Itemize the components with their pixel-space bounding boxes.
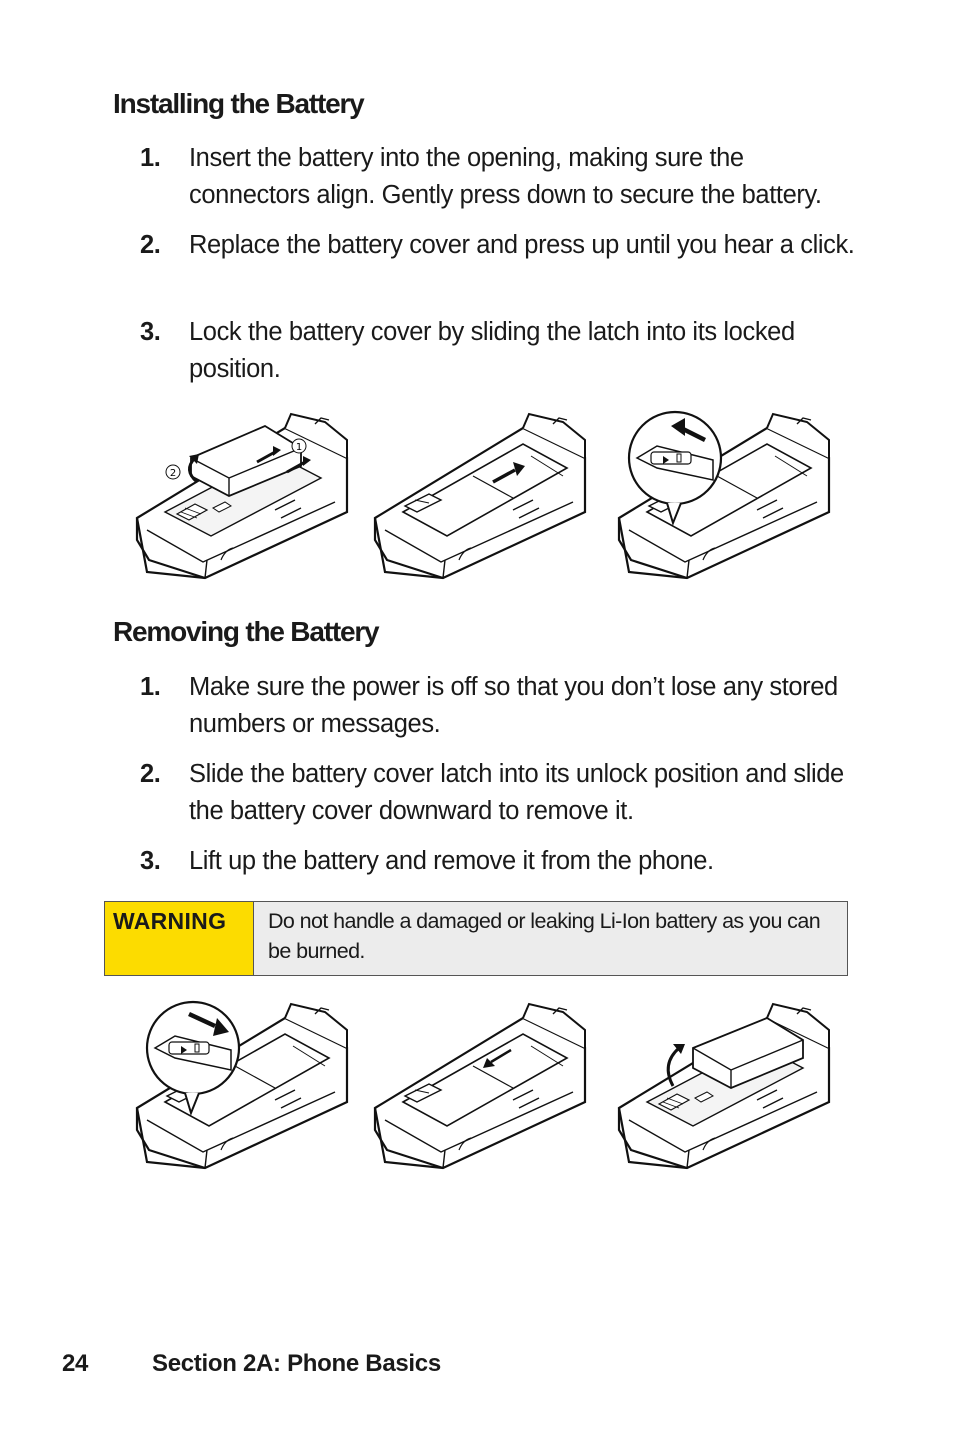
step-text: Replace the battery cover and press up until you hear a click. — [189, 231, 855, 259]
page-number: 24 — [62, 1350, 89, 1377]
lock-latch-illustration — [607, 400, 837, 590]
callout-2: 2 — [169, 468, 177, 479]
warning-text: Do not handle a damaged or leaking Li-Ion battery as you can be burned. — [254, 902, 847, 975]
step-text: Slide the battery cover latch into its unlock position and slide the battery cover downward to remove it. — [189, 760, 844, 825]
step-text: Insert the battery into the opening, making sure the connectors align. Gently press down to secure the battery. — [189, 144, 822, 209]
callout-1: 1 — [295, 442, 303, 453]
step-number: 3. — [140, 318, 161, 346]
step-number: 2. — [140, 760, 161, 788]
step-text: Lock the battery cover by sliding the latch into its locked position. — [189, 318, 795, 383]
step-number: 1. — [140, 144, 161, 172]
step-number: 3. — [140, 847, 161, 875]
footer-section-title: Section 2A: Phone Basics — [152, 1350, 441, 1377]
unlock-latch-illustration — [125, 990, 355, 1180]
lift-battery-illustration — [607, 990, 837, 1180]
slide-cover-down-illustration — [363, 990, 593, 1180]
step-text: Lift up the battery and remove it from the phone. — [189, 847, 714, 875]
removing-illustrations — [125, 990, 845, 1180]
section-heading-installing: Installing the Battery — [113, 88, 364, 119]
installing-illustrations — [125, 400, 845, 590]
step-text: Make sure the power is off so that you don’t lose any stored numbers or messages. — [189, 673, 838, 738]
insert-battery-illustration — [125, 400, 355, 590]
step-number: 1. — [140, 673, 161, 701]
step-number: 2. — [140, 231, 161, 259]
section-heading-removing: Removing the Battery — [113, 616, 379, 647]
warning-box — [104, 901, 848, 976]
replace-cover-illustration — [363, 400, 593, 590]
warning-label: WARNING — [105, 902, 254, 975]
